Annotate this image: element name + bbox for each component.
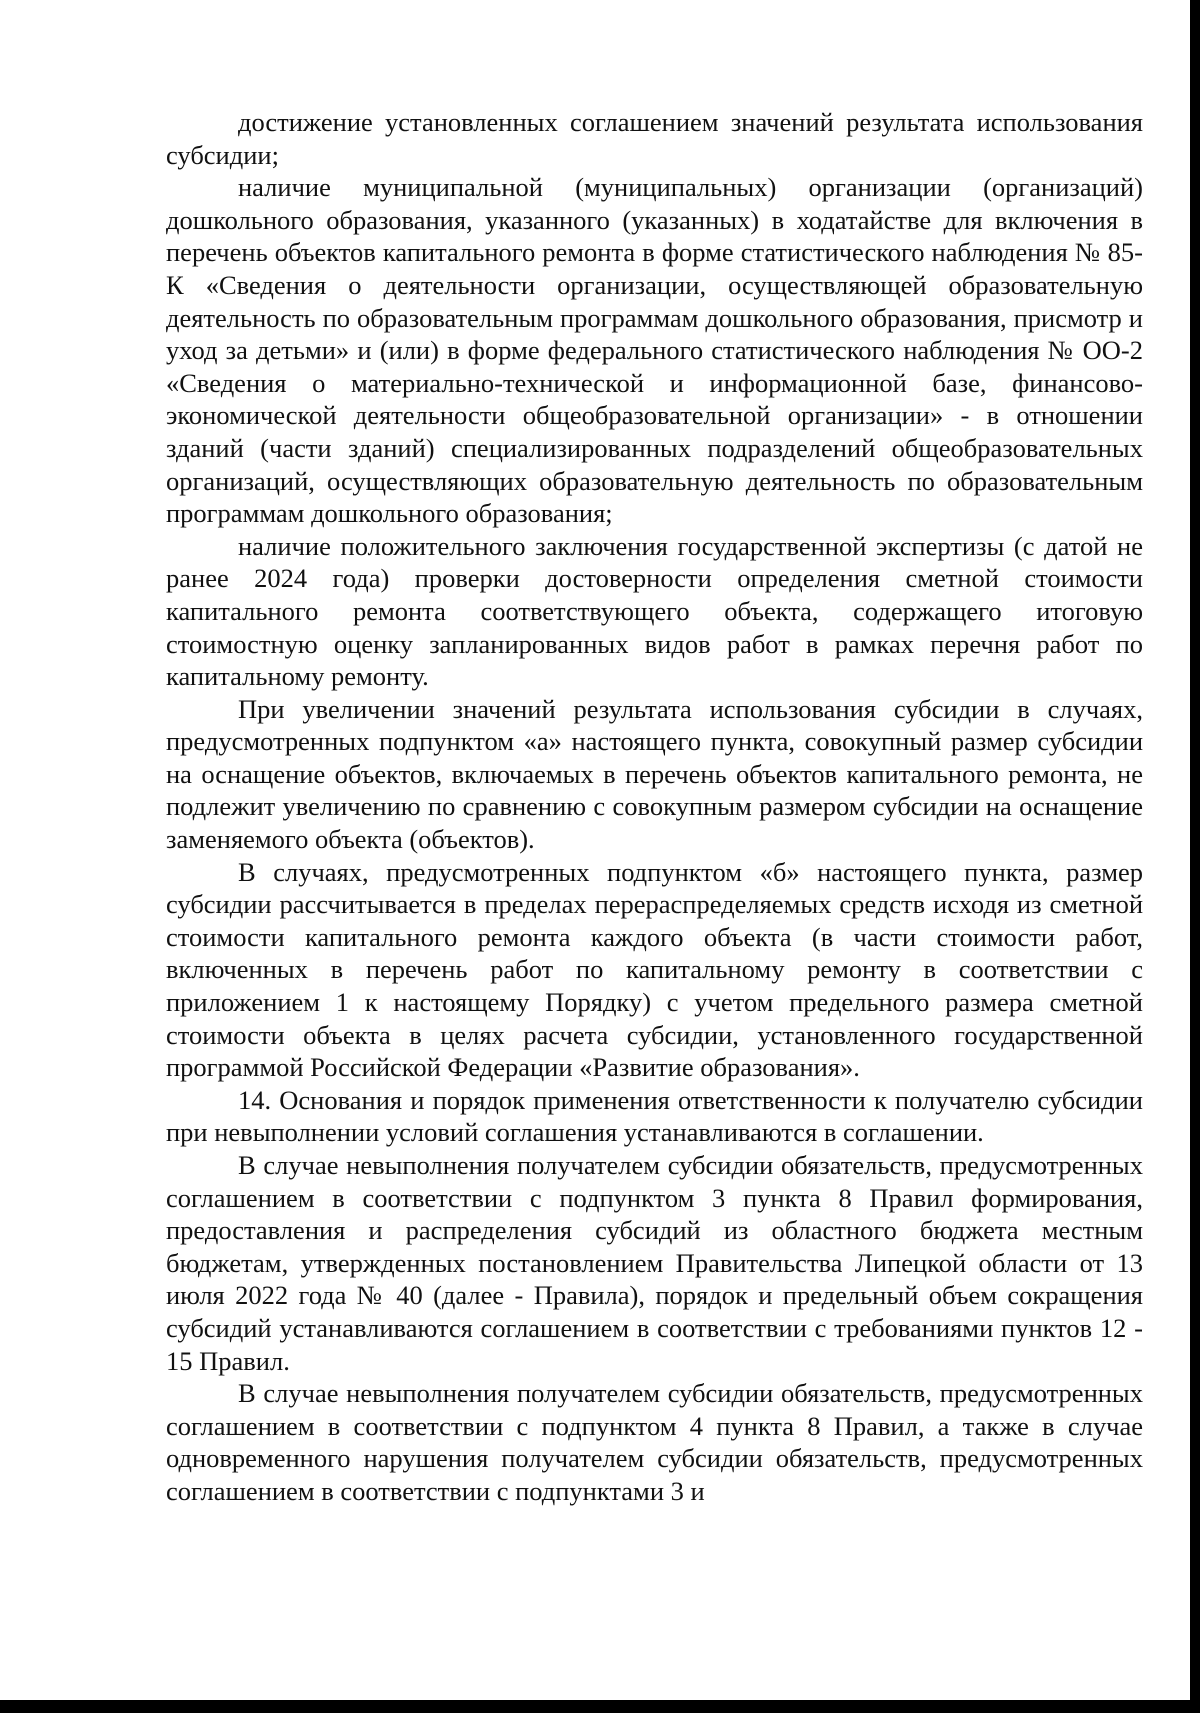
scan-edge-right xyxy=(1190,0,1200,1713)
paragraph-subsidy-increase: При увеличении значений результата использования субсидии в случаях, предусмотренных подпунктом «а» настоящего пункта, совокупный размер субсидии на оснащение объектов, включаемых в перечень объектов капитального ремонта, не подлежит увеличению по сравнению с совокупным размером субсидии на оснащение заменяемого объекта (объектов). xyxy=(166,693,1143,855)
paragraph-result-achievement: достижение установленных соглашением значений результата использования субсидии; xyxy=(166,107,1143,170)
scan-edge-bottom xyxy=(0,1700,1200,1713)
paragraph-item-14: 14. Основания и порядок применения ответственности к получателю субсидии при невыполнении условий соглашения устанавливаются в соглашении. xyxy=(166,1084,1143,1148)
paragraph-obligations-subpoint-4: В случае невыполнения получателем субсидии обязательств, предусмотренных соглашением в соответствии с подпунктом 4 пункта 8 Правил, а также в случае одновременного нарушения получателем субсидии обязательств, предусмотренных соглашением в соответствии с подпунктами 3 и xyxy=(166,1378,1143,1506)
paragraph-preschool-organizations: наличие муниципальной (муниципальных) организации (организаций) дошкольного образования, указанного (указанных) в ходатайстве для включения в перечень объектов капитального ремонта в форме статистического наблюдения № 85-К «Сведения о деятельности организации, осуществляющей образовательную деятельность по образовательным программам дошкольного образования, присмотр и уход за детьми» и (или) в форме федерального статистического наблюдения № ОО-2 «Сведения о материально-технической и информационной базе, финансово-экономической деятельности общеобразовательной организации» - в отношении зданий (части зданий) специализированных подразделений общеобразовательных организаций, осуществляющих образовательную деятельность по образовательным программам дошкольного образования; xyxy=(166,172,1143,529)
paragraph-subsidy-calculation: В случаях, предусмотренных подпунктом «б» настоящего пункта, размер субсидии рассчитывается в пределах перераспределяемых средств исходя из сметной стоимости капитального ремонта каждого объекта (в части стоимости работ, включенных в перечень работ по капитальному ремонту в соответствии с приложением 1 к настоящему Порядку) с учетом предельного размера сметной стоимости объекта в целях расчета субсидии, установленного государственной программой Российской Федерации «Развитие образования». xyxy=(166,856,1143,1083)
paragraph-obligations-subpoint-3: В случае невыполнения получателем субсидии обязательств, предусмотренных соглашением в соответствии с подпунктом 3 пункта 8 Правил формирования, предоставления и распределения субсидий из областного бюджета местным бюджетам, утвержденных постановлением Правительства Липецкой области от 13 июля 2022 года № 40 (далее - Правила), порядок и предельный объем сокращения субсидий устанавливаются соглашением в соответствии с требованиями пунктов 12 - 15 Правил. xyxy=(166,1150,1143,1376)
document-body xyxy=(166,106,1143,1508)
paragraph-state-expertise: наличие положительного заключения государственной экспертизы (с датой не ранее 2024 года) проверки достоверности определения сметной стоимости капитального ремонта соответствующего объекта, содержащего итоговую стоимостную оценку запланированных видов работ в рамках перечня работ по капитальному ремонту. xyxy=(166,530,1143,692)
